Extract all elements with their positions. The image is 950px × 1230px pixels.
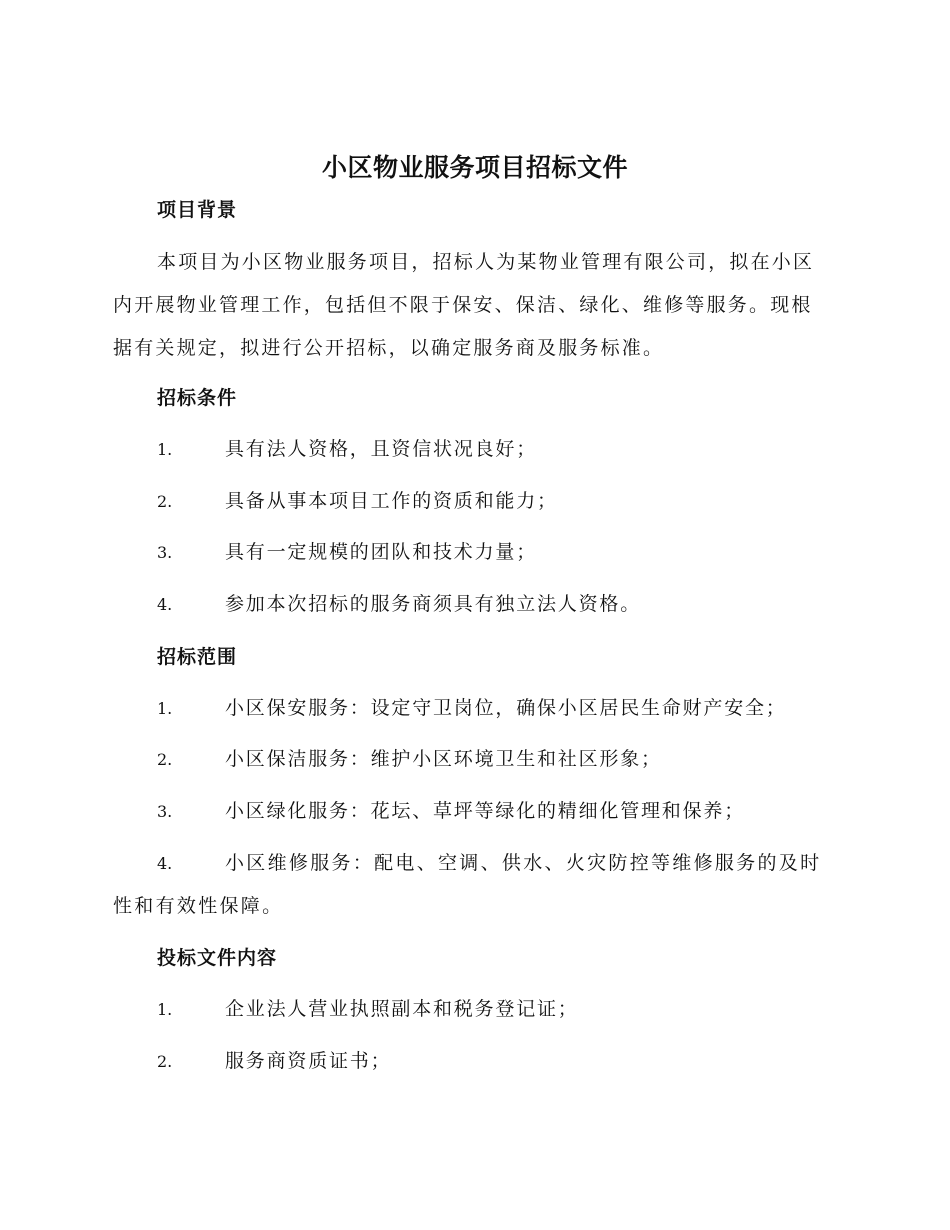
list-item	[113, 687, 833, 730]
section-heading-conditions: 招标条件	[157, 387, 238, 409]
list-item-text: 小区保洁服务：维护小区环境卫生和社区形象；	[225, 748, 662, 770]
list-item-text: 小区保安服务：设定守卫岗位，确保小区居民生命财产安全；	[225, 697, 787, 719]
list-item-number: 4.	[157, 595, 173, 614]
list-item	[113, 790, 833, 833]
background-paragraph: 本项目为小区物业服务项目，招标人为某物业管理有限公司，拟在小区内开展物业管理工作，包括但不限于保安、保洁、绿化、维修等服务。现根据有关规定，拟进行公开招标，以确定服务商及服务标准。	[113, 251, 815, 359]
list-item-number: 2.	[157, 492, 173, 511]
list-item-text: 具有一定规模的团队和技术力量；	[225, 541, 538, 563]
list-item	[113, 531, 833, 574]
section-heading-documents: 投标文件内容	[157, 947, 278, 969]
list-item-text: 企业法人营业执照副本和税务登记证；	[225, 998, 579, 1020]
list-item	[113, 428, 833, 471]
list-item-number: 4.	[157, 854, 173, 873]
list-item-text: 小区维修服务：配电、空调、供水、火灾防控等维修服务的及时性和有效性保障。	[113, 852, 822, 917]
list-item-text: 服务商资质证书；	[225, 1050, 392, 1072]
list-item	[113, 842, 833, 928]
list-item-number: 1.	[157, 699, 173, 718]
list-item-text: 小区绿化服务：花坛、草坪等绿化的精细化管理和保养；	[225, 800, 746, 822]
list-item-number: 1.	[157, 440, 173, 459]
section-heading-scope: 招标范围	[157, 646, 238, 668]
list-item-number: 2.	[157, 750, 173, 769]
list-item-text: 参加本次招标的服务商须具有独立法人资格。	[225, 593, 642, 615]
document-title: 小区物业服务项目招标文件	[321, 153, 628, 182]
list-item	[113, 1040, 833, 1083]
list-item	[113, 583, 833, 626]
list-item	[113, 738, 833, 781]
list-item-number: 1.	[157, 1000, 173, 1019]
list-item	[113, 988, 833, 1031]
list-item-text: 具有法人资格，且资信状况良好；	[225, 438, 538, 460]
section-heading-background: 项目背景	[157, 199, 238, 221]
list-item-text: 具备从事本项目工作的资质和能力；	[225, 490, 558, 512]
list-item	[113, 480, 833, 523]
list-item-number: 2.	[157, 1052, 173, 1071]
list-item-number: 3.	[157, 543, 173, 562]
list-item-number: 3.	[157, 802, 173, 821]
